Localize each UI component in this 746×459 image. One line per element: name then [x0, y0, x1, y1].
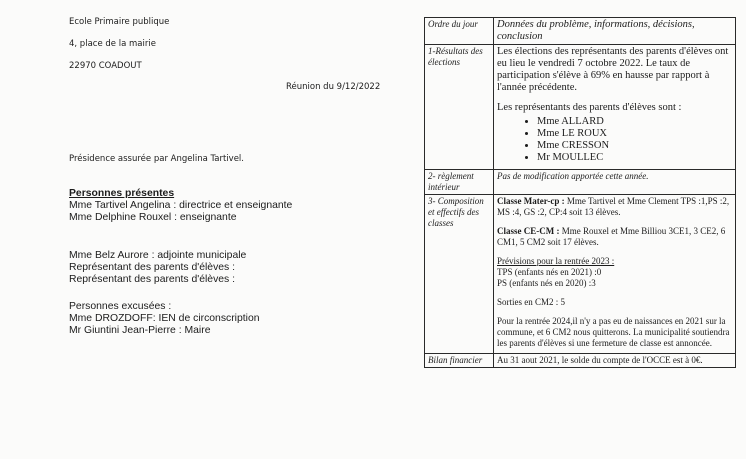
bilan-text: Au 31 aout 2021, le solde du compte de l'OCCE est à 0€.	[494, 354, 736, 368]
class2-title: Classe CE-CM :	[497, 226, 560, 236]
row-bilan	[425, 354, 736, 368]
class1-paragraph	[497, 196, 732, 218]
excused-title: Personnes excusées :	[69, 301, 172, 312]
row-reglement	[425, 170, 736, 195]
table-header-row	[425, 18, 736, 45]
present-section	[69, 188, 292, 224]
list-item: • Mme LE ROUX	[537, 128, 732, 140]
header-details: Données du problème, informations, décisions, conclusion	[494, 18, 736, 45]
minutes-table	[424, 17, 736, 368]
elections-cell	[494, 45, 736, 170]
reps-intro: Les représentants des parents d'élèves sont :	[497, 102, 682, 113]
composition-label: 3- Composition et effectifs des classes	[425, 195, 494, 354]
others-section	[69, 250, 246, 286]
sorties-cm2: Sorties en CM2 : 5	[497, 297, 566, 307]
previsions-tps: TPS (enfants nés en 2021) :0	[497, 267, 602, 277]
rentree-2024: Pour la rentrée 2024,il n'y a pas eu de naissances en 2021 sur la commune, et 6 CM2 nous quitterons. La municipalité soutiendra les parents d'élèves si une fermeture de classe est annoncée.	[497, 316, 730, 348]
meeting-date: Réunion du 9/12/2022	[286, 82, 381, 92]
class1-text: Mme Tartivel et Mme Clement TPS :1,PS :2, MS :4, GS :2, CP:4 soit 13 élèves.	[497, 196, 730, 217]
list-item: • Mme CRESSON	[537, 140, 732, 152]
presidence-line: Présidence assurée par Angelina Tartivel.	[69, 154, 244, 164]
previsions-title: Prévisions pour la rentrée 2023 :	[497, 256, 615, 266]
bilan-label: Bilan financier	[425, 354, 494, 368]
elections-label: 1-Résultats des élections	[425, 45, 494, 170]
composition-cell	[494, 195, 736, 354]
present-person: Mme Tartivel Angelina : directrice et enseignante	[69, 200, 293, 211]
school-address: 4, place de la mairie	[69, 39, 156, 49]
list-item: • Mme ALLARD	[537, 116, 732, 128]
other-person: Mme Belz Aurore : adjointe municipale	[69, 250, 247, 261]
header-agenda: Ordre du jour	[425, 18, 494, 45]
class2-paragraph	[497, 226, 732, 248]
list-item: • Mr MOULLEC	[537, 152, 732, 164]
excused-person: Mr Giuntini Jean-Pierre : Maire	[69, 325, 211, 336]
school-name: Ecole Primaire publique	[69, 17, 170, 27]
present-title: Personnes présentes	[69, 188, 175, 199]
reglement-label: 2- règlement intérieur	[425, 170, 494, 195]
reglement-text: Pas de modification apportée cette année.	[494, 170, 736, 195]
elections-text: Les élections des représentants des parents d'élèves ont eu lieu le vendredi 7 octobre 2022. Le taux de participation s'élève à 69% en hausse par rapport à l'année précédente.	[497, 46, 729, 93]
class1-title: Classe Mater-cp :	[497, 196, 565, 206]
other-person: Représentant des parents d'élèves :	[69, 274, 236, 285]
other-person: Représentant des parents d'élèves :	[69, 262, 236, 273]
row-composition	[425, 195, 736, 354]
row-elections	[425, 45, 736, 170]
excused-section	[69, 301, 260, 337]
previsions-ps: PS (enfants nés en 2020) :3	[497, 278, 596, 288]
reps-list	[497, 116, 732, 164]
school-city: 22970 COADOUT	[69, 61, 142, 71]
present-person: Mme Delphine Rouxel : enseignante	[69, 212, 237, 223]
excused-person: Mme DROZDOFF: IEN de circonscription	[69, 313, 260, 324]
class2-text: Mme Rouxel et Mme Billiou 3CE1, 3 CE2, 6 CM1, 5 CM2 soit 17 élèves.	[497, 226, 726, 247]
